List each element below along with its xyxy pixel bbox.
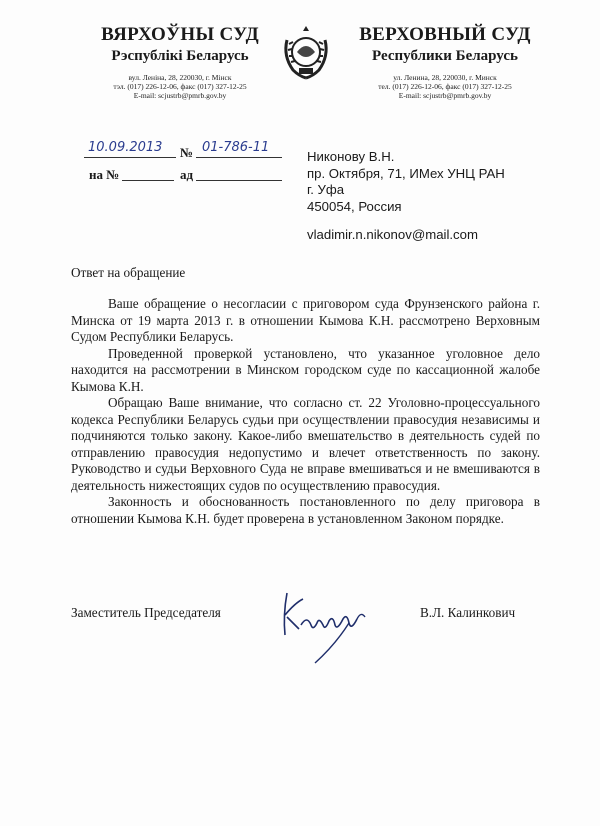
recipient-email: vladimir.n.nikonov@mail.com	[307, 227, 478, 242]
court-name-ru: ВЕРХОВНЫЙ СУД	[359, 24, 531, 45]
recipient-city: г. Уфа	[307, 182, 345, 197]
email-ru: E-mail: scjustrb@pmrb.gov.by	[398, 91, 492, 100]
date-line	[84, 157, 176, 158]
body-paragraph: Проведенной проверкой установлено, что указанное уголовное дело находится на рассмотрении в Минском городском суде по кассационной жалобе Кымова К.Н.	[71, 345, 540, 394]
country-name-ru: Республики Беларусь	[372, 48, 518, 64]
email-by: E-mail: scjustrb@pmrb.gov.by	[133, 91, 227, 100]
recipient-name: Никонову В.Н.	[307, 149, 395, 164]
handwritten-signature	[265, 585, 375, 670]
body-paragraph: Законность и обоснованность постановленного по делу приговора в отношении Кымова К.Н. будет проверена в установленном Законом порядке.	[71, 494, 540, 526]
signatory-title: Заместитель Председателя	[71, 605, 221, 620]
date-handwritten: 10.09.2013	[88, 140, 163, 155]
court-name-by: ВЯРХОЎНЫ СУД	[101, 24, 259, 45]
state-emblem-icon	[279, 22, 333, 82]
number-line	[196, 157, 282, 158]
reference-date-label: ад	[180, 167, 194, 182]
recipient-address	[307, 149, 505, 215]
country-name-by: Рэспублікі Беларусь	[111, 48, 249, 64]
recipient-postcode: 450054, Россия	[307, 198, 402, 214]
signatory-name: В.Л. Калинкович	[420, 605, 516, 620]
header-russian	[340, 24, 550, 100]
header-belarusian	[75, 24, 285, 100]
phone-ru: тел. (017) 226-12-06, факс (017) 327-12-25	[378, 82, 512, 91]
reference-number-label: на №	[89, 167, 120, 182]
recipient-street: пр. Октября, 71, ИМех УНЦ РАН	[307, 165, 505, 181]
reference-date-line	[196, 180, 282, 181]
phone-by: тэл. (017) 226-12-06, факс (017) 327-12-25	[113, 82, 247, 91]
number-label: №	[180, 145, 194, 160]
address-block-by	[75, 73, 285, 100]
letter-body	[71, 296, 540, 527]
address-ru: ул. Ленина, 28, 220030, г. Минск	[393, 73, 497, 82]
number-handwritten: 01-786-11	[202, 140, 270, 155]
address-block-ru	[340, 73, 550, 100]
address-by: вул. Леніна, 28, 220030, г. Мінск	[128, 73, 232, 82]
body-paragraph: Ваше обращение о несогласии с приговором суда Фрунзенского района г. Минска от 19 марта 2013 г. в отношении Кымова К.Н. рассмотрено Верховным Судом Республики Беларусь.	[71, 296, 540, 344]
body-paragraph: Обращаю Ваше внимание, что согласно ст. 22 Уголовно-процессуального кодекса Республики Беларусь судьи при осуществлении правосудия независимы и подчиняются только закону. Какое-либо вмешательство в деятельность судей по отправлению правосудия недопустимо и влечет ответственность по закону. Руководство и судьи Верховного Суда не вправе вмешиваться и не вмешиваются в деятельность нижестоящих судов по осуществлению правосудия.	[71, 395, 540, 493]
letter-subject: Ответ на обращение	[71, 265, 186, 280]
reference-number-line	[122, 180, 174, 181]
